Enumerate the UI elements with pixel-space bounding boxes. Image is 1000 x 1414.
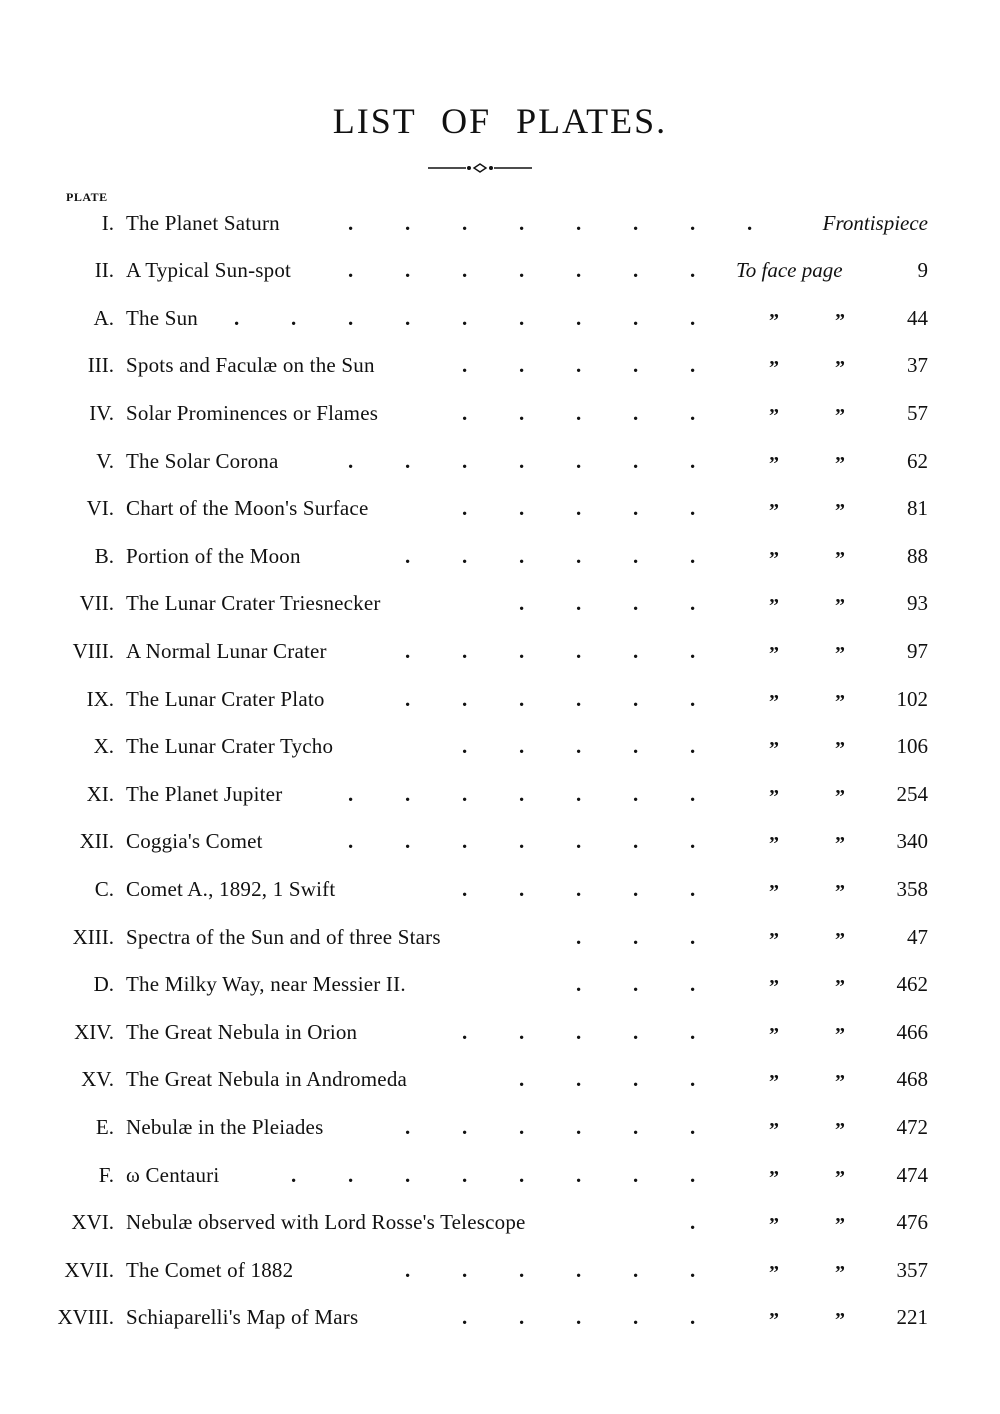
leader-dot: . [519,1019,525,1044]
plate-title: Spectra of the Sun and of three Stars [126,924,441,949]
plate-row [0,626,1000,674]
leader-dot: . [462,876,468,901]
leader-dot: . [690,638,696,663]
leader-dot: . [690,400,696,425]
leader-dot: . [633,543,639,568]
leader-dot: . [519,448,525,473]
page-number: 357 [896,1257,928,1282]
leader-dot: . [519,829,525,854]
plate-row [0,341,1000,389]
leader-dot: . [462,1114,468,1139]
leader-dot: . [633,210,639,235]
plate-numeral: F. [98,1162,114,1187]
plate-row [0,817,1000,865]
page-number: 474 [896,1162,928,1187]
leader-dot: . [348,210,354,235]
leader-dot: . [405,638,411,663]
leader-dot: . [519,591,525,616]
ditto-mark: ” [769,1071,779,1094]
leader-dot: . [633,448,639,473]
ditto-mark: ” [835,738,845,761]
plate-row [0,864,1000,912]
leader-dot: . [519,305,525,330]
leader-dot: . [690,591,696,616]
leader-dot: . [462,638,468,663]
ditto-mark: ” [835,690,845,713]
leader-dot: . [690,781,696,806]
leader-dot: . [348,781,354,806]
plate-row [0,769,1000,817]
leader-dot: . [519,1114,525,1139]
ditto-mark: ” [835,1118,845,1141]
leader-dot: . [462,305,468,330]
page-number: 57 [907,400,928,425]
leader-dot: . [234,305,240,330]
ditto-mark: ” [835,547,845,570]
leader-dot: . [348,829,354,854]
plate-numeral: XVI. [71,1210,114,1235]
ditto-mark: ” [769,404,779,427]
page-number: 93 [907,591,928,616]
plate-title: Nebulæ observed with Lord Rosse's Telescope [126,1210,526,1235]
leader-dot: . [690,543,696,568]
leader-dot: . [576,1067,582,1092]
plate-title: Portion of the Moon [126,543,301,568]
leader-dot: . [519,258,525,283]
leader-dot: . [519,1305,525,1330]
plate-title: The Solar Corona [126,448,279,473]
plate-title: Chart of the Moon's Surface [126,496,369,521]
plate-title: The Planet Jupiter [126,781,283,806]
plate-row [0,436,1000,484]
leader-dot: . [462,686,468,711]
ditto-mark: ” [769,1023,779,1046]
plate-title: The Sun [126,305,198,330]
page-number: 44 [907,305,928,330]
ditto-mark: ” [769,880,779,903]
leader-dot: . [576,258,582,283]
ditto-mark: ” [769,976,779,999]
page-number: 106 [896,734,928,759]
leader-dot: . [690,448,696,473]
leader-dot: . [519,734,525,759]
leader-dot: . [519,1162,525,1187]
ditto-mark: ” [769,785,779,808]
leader-dot: . [291,1162,297,1187]
leader-dot: . [633,400,639,425]
leader-dot: . [348,448,354,473]
leader-dot: . [576,210,582,235]
leader-dot: . [576,1019,582,1044]
leader-dot: . [519,353,525,378]
leader-dot: . [405,448,411,473]
leader-dot: . [576,1305,582,1330]
leader-dot: . [462,1305,468,1330]
leader-dot: . [348,305,354,330]
leader-dot: . [690,1162,696,1187]
ditto-mark: ” [835,1166,845,1189]
page-number: 47 [907,924,928,949]
ditto-mark: ” [769,833,779,856]
ditto-mark: ” [835,404,845,427]
leader-dot: . [405,829,411,854]
plate-title: Solar Prominences or Flames [126,400,379,425]
leader-dot: . [690,1019,696,1044]
ditto-mark: ” [835,500,845,523]
plate-numeral: E. [95,1114,114,1139]
plate-row [0,1102,1000,1150]
ditto-mark: ” [835,1309,845,1332]
page-number: 476 [896,1210,928,1235]
ditto-mark: ” [769,452,779,475]
plate-row [0,674,1000,722]
leader-dot: . [690,829,696,854]
plate-row [0,1055,1000,1103]
leader-dot: . [690,1257,696,1282]
leader-dot: . [462,496,468,521]
plate-numeral: B. [94,543,114,568]
column-heading: PLATE [66,190,108,204]
ditto-mark: ” [835,785,845,808]
leader-dot: . [633,781,639,806]
leader-dot: . [576,305,582,330]
ornament-divider [428,160,532,176]
leader-dot: . [291,305,297,330]
leader-dot: . [576,591,582,616]
leader-dot: . [690,210,696,235]
plate-numeral: V. [96,448,114,473]
leader-dot: . [633,734,639,759]
leader-dot: . [576,924,582,949]
leader-dot: . [462,1162,468,1187]
ditto-mark: ” [769,1214,779,1237]
leader-dot: . [690,686,696,711]
ditto-mark: ” [769,928,779,951]
ditto-mark: ” [835,833,845,856]
plate-row [0,960,1000,1008]
plate-title: The Great Nebula in Andromeda [126,1067,408,1092]
plate-title: Nebulæ in the Pleiades [126,1114,324,1139]
leader-dot: . [576,781,582,806]
leader-dot: . [348,1162,354,1187]
ditto-mark: ” [769,357,779,380]
plate-title: Coggia's Comet [126,829,263,854]
plate-row [0,198,1000,246]
plate-numeral: XIII. [72,924,114,949]
ditto-mark: ” [835,928,845,951]
leader-dot: . [462,400,468,425]
leader-dot: . [519,686,525,711]
leader-dot: . [633,1114,639,1139]
page-number: 62 [907,448,928,473]
ditto-mark: ” [835,309,845,332]
leader-dot: . [690,496,696,521]
plate-numeral: VIII. [72,638,114,663]
plate-row [0,579,1000,627]
leader-dot: . [633,924,639,949]
plate-title: The Lunar Crater Tycho [126,734,334,759]
leader-dot: . [690,258,696,283]
leader-dot: . [462,1257,468,1282]
ditto-mark: ” [769,1309,779,1332]
leader-dot: . [519,210,525,235]
leader-dot: . [576,1257,582,1282]
leader-dot: . [633,1162,639,1187]
ditto-mark: ” [769,642,779,665]
plate-row [0,722,1000,770]
ditto-mark: ” [769,1118,779,1141]
leader-dot: . [576,448,582,473]
ditto-mark: ” [769,1166,779,1189]
ditto-mark: ” [769,500,779,523]
leader-dot: . [519,638,525,663]
leader-dot: . [405,1114,411,1139]
leader-dot: . [747,210,753,235]
plate-title: A Typical Sun-spot [126,258,292,283]
leader-dot: . [462,734,468,759]
plate-numeral: III. [87,353,114,378]
leader-dot: . [405,258,411,283]
leader-dot: . [519,543,525,568]
leader-dot: . [519,781,525,806]
page-number: 472 [896,1114,928,1139]
leader-dot: . [633,876,639,901]
plate-numeral: VI. [86,496,114,521]
ditto-mark: ” [769,595,779,618]
ditto-mark: ” [769,547,779,570]
page-number: 88 [907,543,928,568]
leader-dot: . [690,924,696,949]
leader-dot: . [633,1019,639,1044]
leader-dot: . [633,1257,639,1282]
leader-dot: . [690,1305,696,1330]
ditto-mark: ” [835,1261,845,1284]
ditto-mark: ” [835,642,845,665]
leader-dot: . [405,1257,411,1282]
leader-dot: . [576,972,582,997]
plate-title: Schiaparelli's Map of Mars [126,1305,359,1330]
leader-dot: . [576,496,582,521]
leader-dot: . [633,305,639,330]
leader-dot: . [405,1162,411,1187]
ditto-mark: ” [769,690,779,713]
plate-title: Spots and Faculæ on the Sun [126,353,375,378]
ditto-mark: ” [769,309,779,332]
leader-dot: . [690,1114,696,1139]
page-number: 468 [896,1067,928,1092]
page-number: 37 [907,353,928,378]
leader-dot: . [690,305,696,330]
plate-row [0,531,1000,579]
page-number: 462 [896,972,928,997]
leader-dot: . [576,400,582,425]
plate-numeral: A. [93,305,114,330]
plate-row [0,1293,1000,1341]
plate-row [0,1150,1000,1198]
leader-dot: . [633,1305,639,1330]
leader-dot: . [633,496,639,521]
leader-dot: . [633,972,639,997]
leader-dot: . [405,543,411,568]
page-number: 97 [907,638,928,663]
plate-title: Comet A., 1892, 1 Swift [126,876,336,901]
leader-dot: . [405,305,411,330]
plate-numeral: XIV. [74,1019,114,1044]
leader-dot: . [519,876,525,901]
leader-dot: . [462,210,468,235]
leader-dot: . [405,210,411,235]
plate-numeral: VII. [79,591,114,616]
plate-numeral: XV. [81,1067,114,1092]
plate-row [0,484,1000,532]
plate-title: The Lunar Crater Triesnecker [126,591,381,616]
ditto-mark: ” [769,738,779,761]
plate-title: A Normal Lunar Crater [126,638,327,663]
plate-row [0,1007,1000,1055]
plate-row [0,1198,1000,1246]
leader-dot: . [576,543,582,568]
leader-dot: . [690,353,696,378]
to-face-page-label: To face page [736,258,843,283]
leader-dot: . [576,876,582,901]
leader-dot: . [462,829,468,854]
leader-dot: . [405,781,411,806]
leader-dot: . [576,686,582,711]
plate-numeral: XII. [79,829,114,854]
leader-dot: . [348,258,354,283]
plate-numeral: I. [101,210,114,235]
leader-dot: . [690,1067,696,1092]
plate-numeral: II. [94,258,114,283]
ditto-mark: ” [835,1023,845,1046]
leader-dot: . [519,1257,525,1282]
leader-dot: . [576,734,582,759]
leader-dot: . [633,353,639,378]
plate-numeral: D. [93,972,114,997]
page-number: 81 [907,496,928,521]
leader-dot: . [690,972,696,997]
ditto-mark: ” [835,357,845,380]
plate-numeral: XI. [86,781,114,806]
leader-dot: . [633,686,639,711]
leader-dot: . [633,638,639,663]
leader-dot: . [462,543,468,568]
plate-numeral: IV. [89,400,114,425]
ditto-mark: ” [835,880,845,903]
leader-dot: . [690,876,696,901]
frontispiece-label: Frontispiece [822,210,928,235]
leader-dot: . [405,686,411,711]
plate-row [0,1245,1000,1293]
plate-title: The Great Nebula in Orion [126,1019,358,1044]
ditto-mark: ” [835,976,845,999]
leader-dot: . [633,591,639,616]
leader-dot: . [633,258,639,283]
page-number: 358 [896,876,928,901]
leader-dot: . [462,353,468,378]
leader-dot: . [519,1067,525,1092]
plate-title: The Planet Saturn [126,210,280,235]
ditto-mark: ” [835,595,845,618]
plate-title: The Lunar Crater Plato [126,686,325,711]
plate-title: The Comet of 1882 [126,1257,294,1282]
page-number: 466 [896,1019,928,1044]
page-number: 340 [896,829,928,854]
leader-dot: . [576,1162,582,1187]
leader-dot: . [462,258,468,283]
plate-row [0,912,1000,960]
leader-dot: . [576,829,582,854]
ditto-mark: ” [835,452,845,475]
plate-row [0,388,1000,436]
plate-numeral: IX. [86,686,114,711]
page-title: LIST OF PLATES. [332,101,668,142]
page-number: 221 [896,1305,928,1330]
plate-row [0,293,1000,341]
page-number: 102 [896,686,928,711]
leader-dot: . [462,1019,468,1044]
leader-dot: . [462,448,468,473]
leader-dot: . [576,353,582,378]
leader-dot: . [519,496,525,521]
leader-dot: . [690,734,696,759]
page-number: 9 [917,258,928,283]
plate-title: The Milky Way, near Messier II. [126,972,406,997]
plate-title: ω Centauri [126,1162,220,1187]
ditto-mark: ” [835,1071,845,1094]
plate-numeral: C. [94,876,114,901]
leader-dot: . [690,1210,696,1235]
plate-numeral: XVIII. [57,1305,114,1330]
ditto-mark: ” [835,1214,845,1237]
plate-numeral: XVII. [64,1257,114,1282]
leader-dot: . [576,638,582,663]
leader-dot: . [462,781,468,806]
page-number: 254 [896,781,928,806]
ditto-mark: ” [769,1261,779,1284]
leader-dot: . [519,400,525,425]
leader-dot: . [633,1067,639,1092]
plate-row [0,246,1000,294]
leader-dot: . [633,829,639,854]
plate-numeral: X. [93,734,114,759]
leader-dot: . [576,1114,582,1139]
